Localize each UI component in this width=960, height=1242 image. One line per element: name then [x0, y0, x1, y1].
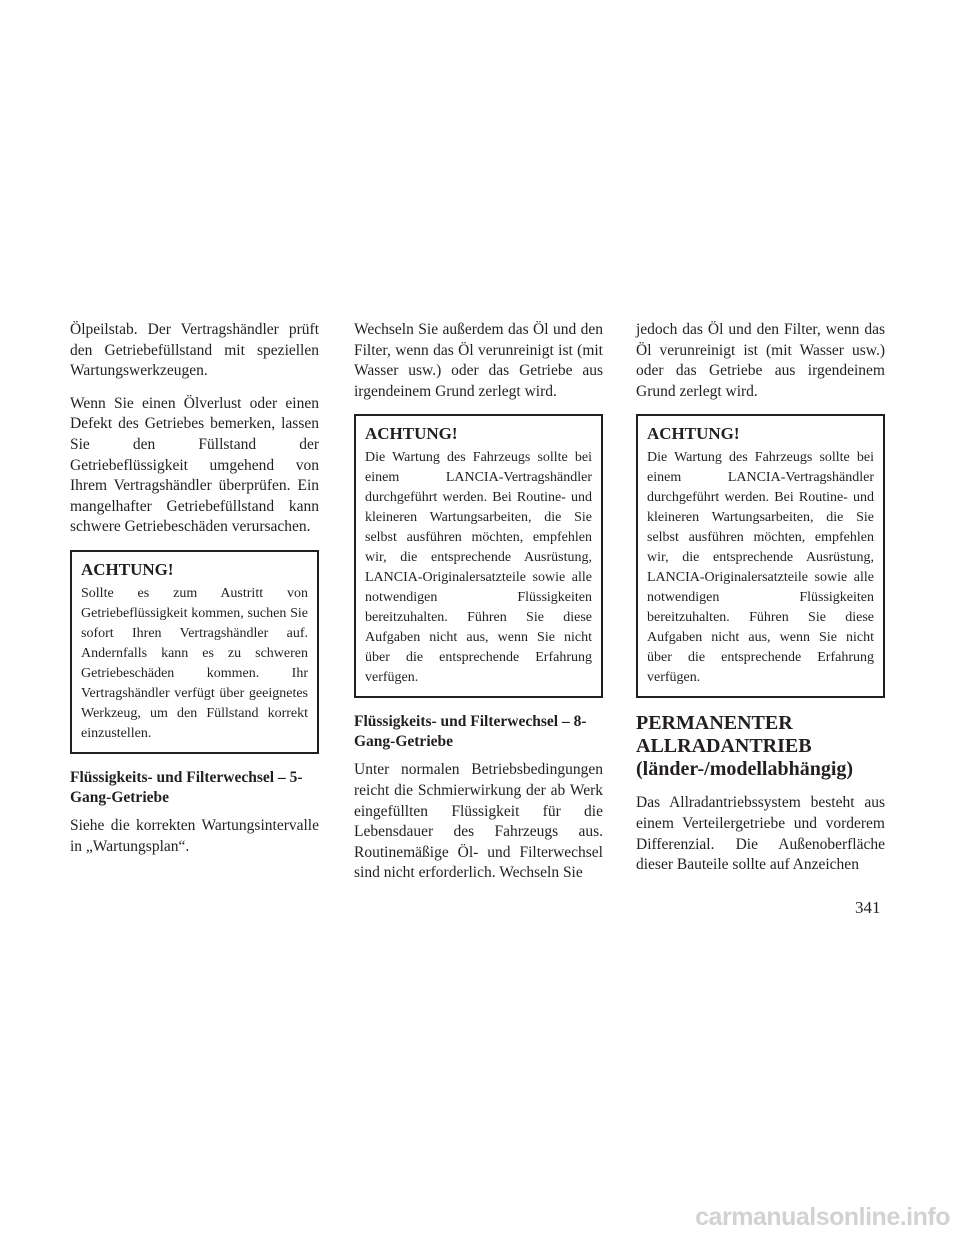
- paragraph: Wenn Sie einen Ölverlust oder einen Defekt des Getriebes bemerken, lassen Sie den Füllstand der Getriebeflüssigkeit umgehend von Ihrem Vertragshändler überprüfen. Ein mangelhafter Getriebefüllstand kann schwere Getriebeschäden verursachen.: [70, 394, 319, 536]
- section-title-line: (länder-/modellabhängig): [636, 758, 854, 781]
- paragraph: Das Allradantriebssystem besteht aus einem Verteilergetriebe und vorderem Differenzial. Die Außenoberfläche dieser Bauteile sollte auf Anzeichen: [636, 794, 885, 874]
- column-middle: [354, 320, 603, 896]
- warning-box: [636, 414, 885, 698]
- subheading: Flüssigkeits- und Filterwechsel – 8-Gang-Getriebe: [354, 713, 587, 751]
- warning-text: Die Wartung des Fahrzeugs sollte bei einem LANCIA-Vertragshändler durchgeführt werden. Bei Routine- und kleineren Wartungsarbeiten, die Sie selbst ausführen möchten, empfehlen wir, die entsprechende Ausrüstung, LANCIA-Originalersatzteile sowie alle notwendigen Flüssigkeiten bereitzuhalten. Führen Sie diese Aufgaben nicht aus, wenn Sie nicht über die entsprechende Erfahrung verfügen.: [647, 450, 874, 686]
- paragraph: jedoch das Öl und den Filter, wenn das Öl verunreinigt ist (mit Wasser usw.) oder das Getriebe aus irgendeinem Grund zerlegt wird.: [636, 321, 885, 400]
- paragraph: Unter normalen Betriebsbedingungen reicht die Schmierwirkung der ab Werk eingefüllten Flüssigkeit für die Lebensdauer des Fahrzeugs aus. Routinemäßige Öl- und Filterwechsel sind nicht erforderlich. Wechseln Sie: [354, 761, 603, 882]
- paragraph: Wechseln Sie außerdem das Öl und den Filter, wenn das Öl verunreinigt ist (mit Wasser usw.) oder das Getriebe aus irgendeinem Grund zerlegt wird.: [354, 321, 603, 400]
- paragraph: Ölpeilstab. Der Vertragshändler prüft den Getriebefüllstand mit speziellen Wartungswerkzeugen.: [70, 321, 319, 380]
- warning-text: Die Wartung des Fahrzeugs sollte bei einem LANCIA-Vertragshändler durchgeführt werden. Bei Routine- und kleineren Wartungsarbeiten, die Sie selbst ausführen möchten, empfehlen wir, die entsprechende Ausrüstung, LANCIA-Originalersatzteile sowie alle notwendigen Flüssigkeiten bereitzuhalten. Führen Sie diese Aufgaben nicht aus, wenn Sie nicht über die entsprechende Erfahrung verfügen.: [365, 450, 592, 686]
- column-left: [70, 320, 319, 869]
- section-title: [636, 712, 885, 781]
- warning-box: [70, 550, 319, 754]
- warning-title: ACHTUNG!: [647, 424, 740, 444]
- watermark: carmanualsonline.info: [695, 1203, 950, 1231]
- warning-title: ACHTUNG!: [81, 559, 174, 579]
- warning-box: [354, 414, 603, 698]
- section-title-line: ALLRADANTRIEB: [636, 735, 812, 758]
- warning-title: ACHTUNG!: [365, 424, 458, 444]
- section-title-line: PERMANENTER: [636, 712, 793, 735]
- paragraph: Siehe die korrekten Wartungsintervalle in „Wartungsplan“.: [70, 816, 319, 855]
- warning-text: Sollte es zum Austritt von Getriebeflüssigkeit kommen, suchen Sie sofort Ihren Vertragshändler auf. Andernfalls kann es zu schweren Getriebeschäden kommen. Ihr Vertragshändler verfügt über geeignetes Werkzeug, um den Füllstand korrekt einzustellen.: [81, 585, 308, 741]
- subheading: Flüssigkeits- und Filterwechsel – 5-Gang-Getriebe: [70, 768, 303, 806]
- page-number: 341: [855, 898, 881, 917]
- column-right: [636, 320, 885, 888]
